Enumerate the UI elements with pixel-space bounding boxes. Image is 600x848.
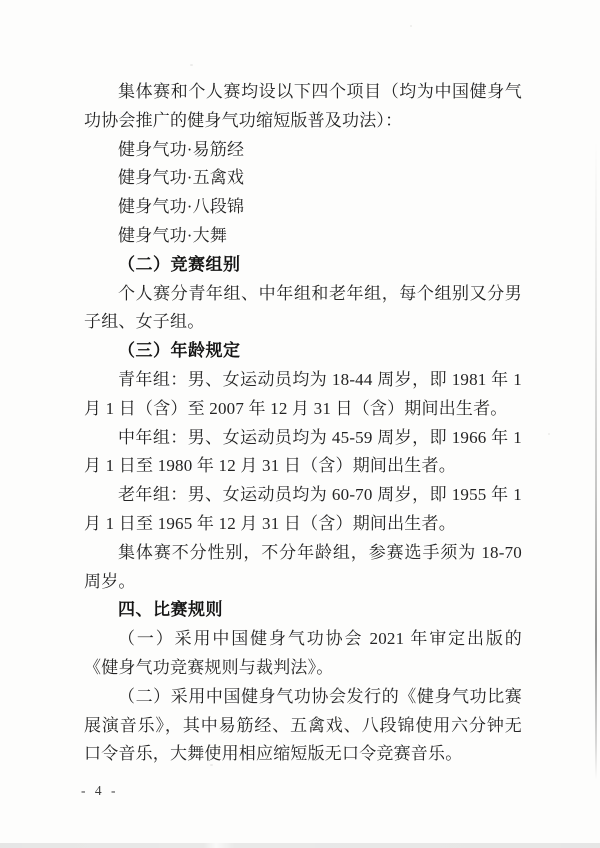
page-number: - 4 -: [81, 783, 119, 798]
list-item-wuqinxi: 健身气功·五禽戏: [118, 168, 245, 188]
scan-speck: [410, 25, 412, 27]
paragraph-rule-1: （一）采用中国健身气功协会 2021 年审定出版的《健身气功竞赛规则与裁判法》。: [84, 629, 522, 677]
section-heading-competition-groups: （二）竞赛组别: [118, 254, 241, 274]
section-heading-age-rules: （三）年龄规定: [118, 341, 241, 361]
paragraph-senior-group: 老年组：男、女运动员均为 60-70 周岁，即 1955 年 1 月 1 日至 1965 年 12 月 31 日（含）期间出生者。: [84, 485, 522, 533]
paragraph-youth-group: 青年组：男、女运动员均为 18-44 周岁，即 1981 年 1 月 1 日（含）至 2007 年 12 月 31 日（含）期间出生者。: [84, 369, 522, 418]
paragraph-middle-group: 中年组：男、女运动员均为 45-59 周岁，即 1966 年 1 月 1 日至 1980 年 12 月 31 日（含）期间出生者。: [84, 427, 522, 476]
chapter-heading-competition-rules: 四、比赛规则: [118, 600, 223, 620]
scan-speck: [190, 64, 193, 66]
list-item-baduanjin: 健身气功·八段锦: [118, 197, 245, 217]
document-body: [84, 78, 522, 769]
scan-speck: [210, 764, 213, 766]
scan-edge-shadow-bottom: [0, 843, 600, 848]
scan-edge-shadow-right: [595, 140, 597, 780]
paragraph-team-age: 集体赛不分性别，不分年龄组，参赛选手须为 18-70 周岁。: [84, 542, 522, 591]
paragraph-groups: 个人赛分青年组、中年组和老年组，每个组别又分男子组、女子组。: [84, 283, 522, 332]
scan-speck: [548, 433, 550, 435]
paragraph-events-intro: 集体赛和个人赛均设以下四个项目（均为中国健身气功协会推广的健身气功缩短版普及功法）：: [84, 82, 522, 130]
list-item-yijinjing: 健身气功·易筋经: [118, 139, 245, 159]
paragraph-rule-2: （二）采用中国健身气功协会发行的《健身气功比赛展演音乐》，其中易筋经、五禽戏、八段锦使用六分钟无口令音乐，大舞使用相应缩短版无口令竞赛音乐。: [84, 686, 522, 764]
list-item-dawu: 健身气功·大舞: [118, 225, 228, 245]
